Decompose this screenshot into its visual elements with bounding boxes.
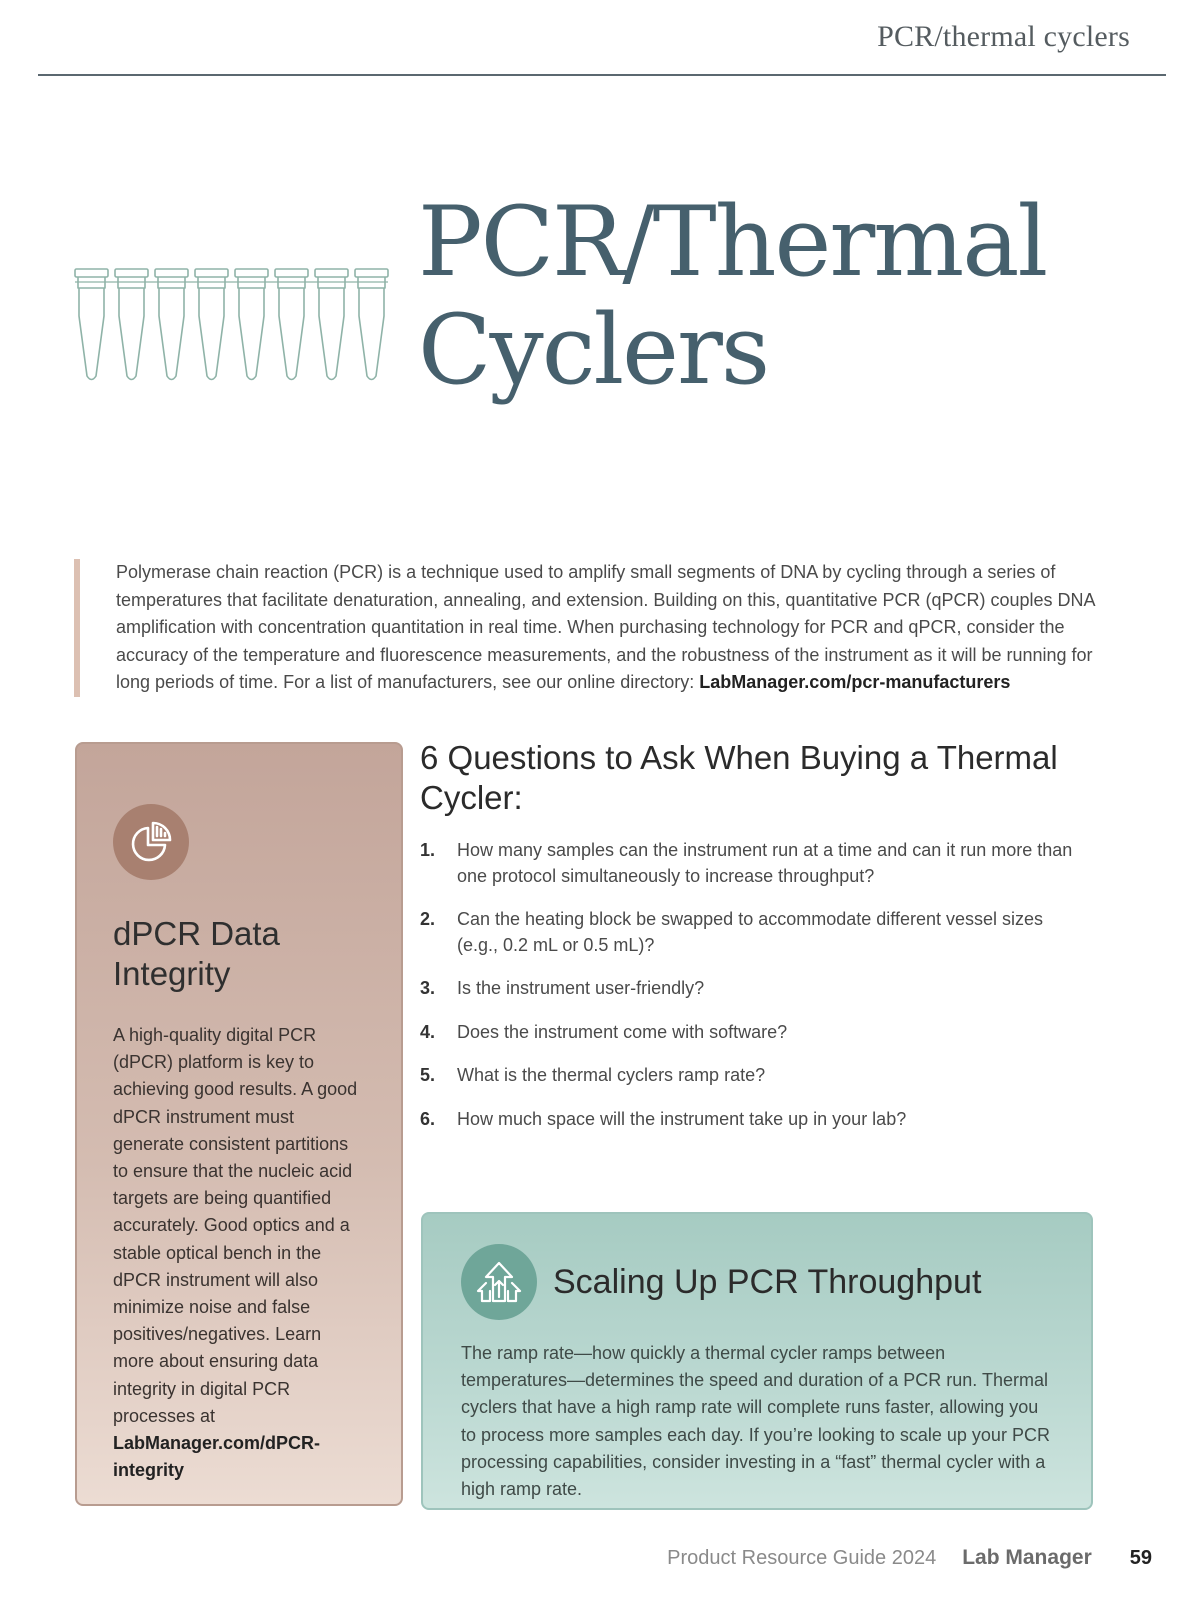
title-line-2: Cyclers bbox=[418, 294, 769, 406]
question-item bbox=[420, 1020, 1080, 1046]
page-number: 59 bbox=[1129, 1547, 1152, 1569]
sidebar-title: dPCR Data Integrity bbox=[113, 915, 280, 992]
dpcr-integrity-link[interactable]: LabManager.com/dPCR-integrity bbox=[113, 1433, 321, 1481]
dpcr-sidebar bbox=[75, 742, 403, 1506]
footer-guide-title: Product Resource Guide 2024 bbox=[667, 1547, 937, 1569]
sidebar-text bbox=[113, 1022, 367, 1484]
intro-paragraph bbox=[74, 559, 1104, 697]
page-footer bbox=[667, 1546, 1152, 1570]
question-item bbox=[420, 1063, 1080, 1089]
pie-chart-icon bbox=[113, 804, 189, 880]
manufacturers-link[interactable]: LabManager.com/pcr-manufacturers bbox=[699, 672, 1011, 692]
question-number: 1. bbox=[420, 840, 436, 860]
scaling-title: Scaling Up PCR Throughput bbox=[553, 1262, 982, 1301]
question-item bbox=[420, 976, 1080, 1002]
question-text: Is the instrument user-friendly? bbox=[457, 978, 705, 998]
question-item bbox=[420, 907, 1080, 958]
questions-list bbox=[420, 838, 1080, 1150]
scaling-text: The ramp rate—how quickly a thermal cycler ramps between temperatures—determines the speed and duration of a PCR run. Thermal cyclers that have a high ramp rate will complete runs faster, allowing you to process more samples each day. If you’re looking to scale up your PCR processing capabilities, consider investing in a “fast” thermal cycler with a high ramp rate. bbox=[461, 1343, 1050, 1500]
sidebar-body: A high-quality digital PCR (dPCR) platform is key to achieving good results. A good dPCR instrument must generate consistent partitions to ensure that the nucleic acid targets are being quantified accurately. Good optics and a stable optical bench in the dPCR instrument will also minimize noise and false positives/negatives. Learn more about ensuring data integrity in digital PCR processes at bbox=[113, 1025, 358, 1426]
section-label: PCR/thermal cyclers bbox=[877, 20, 1130, 53]
page-title bbox=[418, 188, 1118, 404]
question-number: 3. bbox=[420, 978, 436, 998]
question-number: 2. bbox=[420, 909, 436, 929]
question-text: What is the thermal cyclers ramp rate? bbox=[457, 1065, 766, 1085]
question-number: 4. bbox=[420, 1021, 436, 1042]
header-divider bbox=[38, 74, 1166, 76]
question-item bbox=[420, 838, 1080, 889]
question-number: 5. bbox=[420, 1065, 436, 1085]
question-item bbox=[420, 1107, 1080, 1133]
questions-heading: 6 Questions to Ask When Buying a Thermal Cycler: bbox=[420, 739, 1058, 816]
question-text: Can the heating block be swapped to accommodate different vessel sizes (e.g., 0.2 mL or 0.5 mL)? bbox=[457, 909, 1044, 955]
scaling-callout bbox=[421, 1212, 1093, 1510]
footer-brand: Lab Manager bbox=[962, 1546, 1092, 1569]
intro-text: Polymerase chain reaction (PCR) is a technique used to amplify small segments of DNA by cycling through a series of temperatures that facilitate denaturation, annealing, and extension. Building on this, quantitative PCR (qPCR) couples DNA amplification with concentration quantitation in real time. When purchasing technology for PCR and qPCR, consider the accuracy of the temperature and fluorescence measurements, and the robustness of the instrument as it will be running for long periods of time. For a list of manufacturers, see our online directory: bbox=[116, 562, 1095, 692]
question-number: 6. bbox=[420, 1108, 436, 1129]
scale-up-arrows-icon bbox=[461, 1244, 537, 1320]
question-text: How much space will the instrument take up in your lab? bbox=[457, 1108, 907, 1129]
scaling-header bbox=[461, 1244, 1053, 1320]
question-text: How many samples can the instrument run at a time and can it run more than one protocol simultaneously to increase throughput? bbox=[457, 840, 1073, 886]
question-text: Does the instrument come with software? bbox=[457, 1021, 788, 1042]
pcr-tube-strip-illustration bbox=[74, 268, 390, 384]
title-line-1: PCR/Thermal bbox=[418, 186, 1047, 298]
